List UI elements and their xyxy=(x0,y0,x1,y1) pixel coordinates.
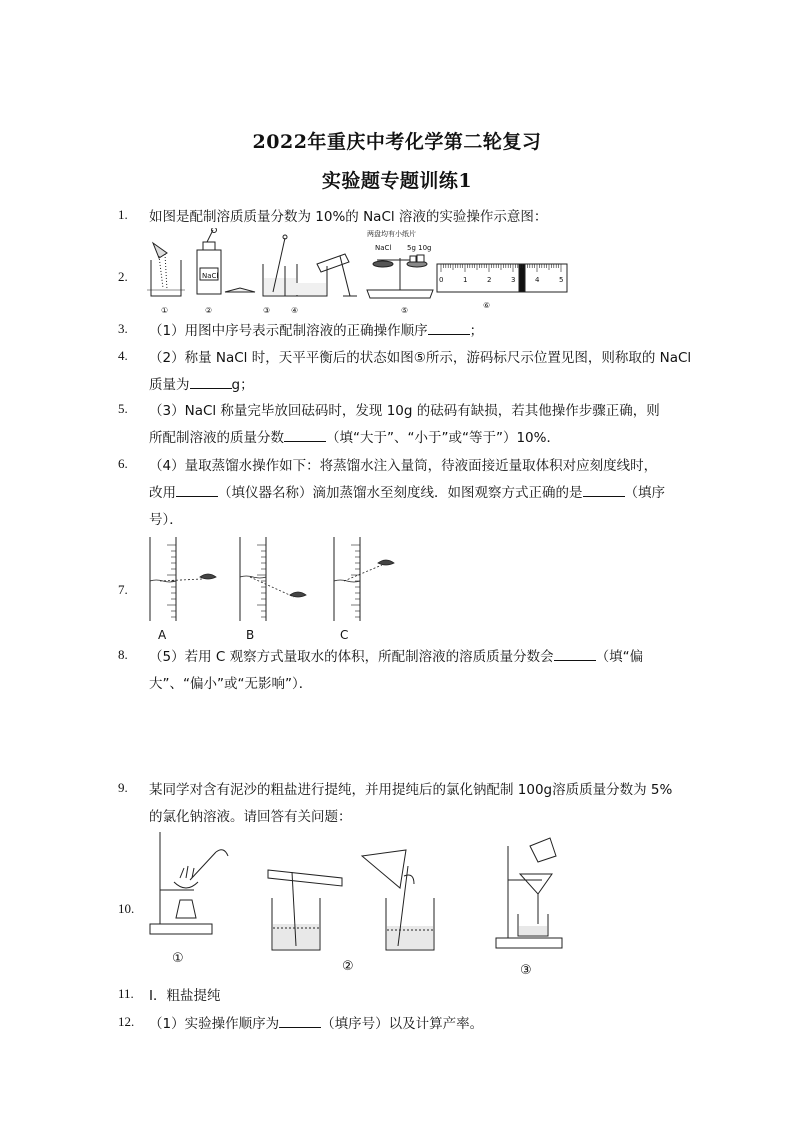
balance-note: 两盘均有小纸片 xyxy=(367,230,416,238)
option-label: B xyxy=(246,628,255,642)
option-label: C xyxy=(340,628,349,642)
item-number: 11. xyxy=(118,986,134,1001)
answer-blank[interactable] xyxy=(428,322,470,335)
item-number: 10. xyxy=(118,901,135,916)
ruler-tick-label: 4 xyxy=(535,276,540,284)
question-text: 改用 （填仪器名称）滴加蒸馏水至刻度线．如图观察方式正确的是 （填序 xyxy=(149,485,665,501)
item-number: 8. xyxy=(118,647,128,662)
item-number: 4. xyxy=(118,348,128,363)
question-text: （4）量取蒸馏水操作如下：将蒸馏水注入量筒，待液面接近量取体积对应刻度线时， xyxy=(149,458,658,474)
ruler-tick-label: 1 xyxy=(463,276,468,284)
reagent-label: NaCl xyxy=(202,272,219,280)
item-number: 1. xyxy=(118,207,128,222)
question-text: （1）实验操作顺序为 （填序号）以及计算产率。 xyxy=(149,1016,484,1032)
item-number: 6. xyxy=(118,456,128,471)
figure-label: ③ xyxy=(263,306,271,314)
question-text: 某同学对含有泥沙的粗盐进行提纯，并用提纯后的氯化钠配制 100g溶质质量分数为 5% xyxy=(149,782,673,798)
page-title: 2022年重庆中考化学第二轮复习 xyxy=(252,131,542,153)
item-number: 9. xyxy=(118,780,128,795)
question-text: 如图是配制溶质质量分数为 10%的 NaCl 溶液的实验操作示意图： xyxy=(149,209,548,225)
solution-prep-figure xyxy=(145,228,575,314)
question-text: （1）用图中序号表示配制溶液的正确操作顺序 ； xyxy=(149,323,484,339)
section-heading: I．粗盐提纯 xyxy=(149,988,221,1004)
question-text: （5）若用 C 观察方式量取水的体积，所配制溶液的溶质质量分数会 （填“偏 xyxy=(149,649,644,665)
answer-blank[interactable] xyxy=(176,484,218,497)
ruler-tick-label: 3 xyxy=(511,276,516,284)
apparatus-label: ② xyxy=(342,959,354,974)
question-text: 所配制溶液的质量分数 （填“大于”、“小于”或“等于”）10%． xyxy=(149,430,560,446)
option-label: A xyxy=(158,628,167,642)
page-subtitle: 实验题专题训练1 xyxy=(321,170,473,192)
question-text: （3）NaCl 称量完毕放回砝码时，发现 10g 的砝码有缺损，若其他操作步骤正确，则 xyxy=(149,403,660,419)
answer-blank[interactable] xyxy=(190,376,232,389)
figure-label: ⑥ xyxy=(483,301,491,310)
answer-blank[interactable] xyxy=(583,484,625,497)
apparatus-label: ① xyxy=(172,951,184,966)
cylinder-reading-figure xyxy=(146,535,396,643)
figure-label: ④ xyxy=(291,306,299,314)
item-number: 5. xyxy=(118,401,128,416)
item-number: 3. xyxy=(118,321,128,336)
question-text: （2）称量 NaCl 时，天平平衡后的状态如图⑤所示，游码标尺示位置见图，则称取的 NaCl xyxy=(149,350,692,366)
ruler-tick-label: 0 xyxy=(439,276,444,284)
question-text: 的氯化钠溶液。请回答有关问题： xyxy=(149,809,352,825)
answer-blank[interactable] xyxy=(284,429,326,442)
purification-apparatus-figure xyxy=(146,828,566,976)
ruler-tick-label: 5 xyxy=(559,276,564,284)
question-text: 号）． xyxy=(149,512,183,528)
figure-label: ② xyxy=(205,306,213,314)
question-text: 质量为 g； xyxy=(149,377,254,393)
answer-blank[interactable] xyxy=(279,1015,321,1028)
apparatus-label: ③ xyxy=(520,963,532,976)
figure-label: ⑤ xyxy=(401,306,409,314)
item-number: 2. xyxy=(118,269,128,284)
answer-blank[interactable] xyxy=(554,648,596,661)
balance-nacl-label: NaCl xyxy=(375,244,392,252)
weights-label: 5g 10g xyxy=(407,244,432,252)
figure-label: ① xyxy=(161,306,169,314)
question-text: 大”、“偏小”或“无影响”）． xyxy=(149,676,313,692)
item-number: 12. xyxy=(118,1014,135,1029)
ruler-tick-label: 2 xyxy=(487,276,492,284)
item-number: 7. xyxy=(118,582,128,597)
